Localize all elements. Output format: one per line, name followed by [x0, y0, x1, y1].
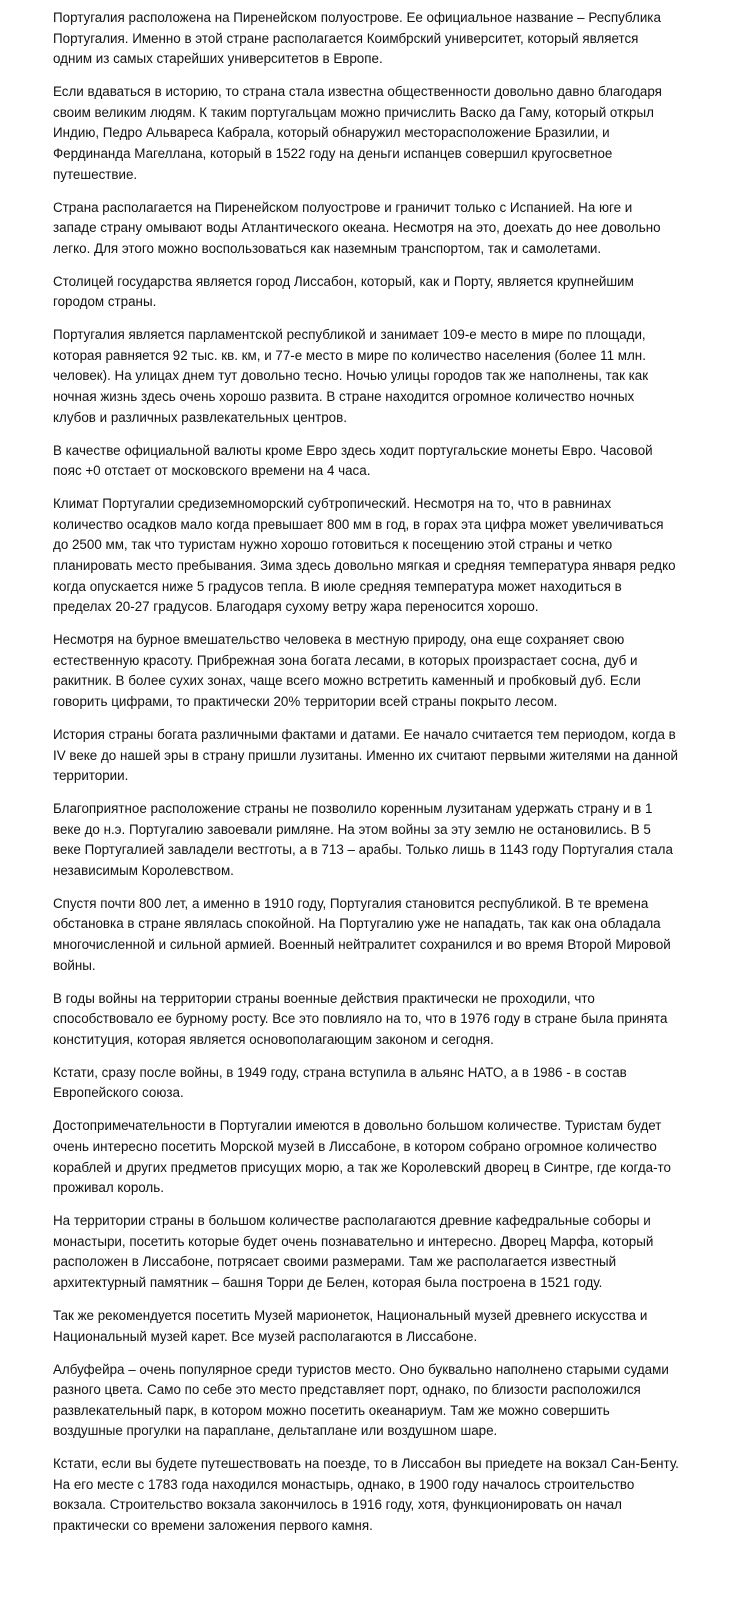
paragraph-nature: Несмотря на бурное вмешательство человека в местную природу, она еще сохраняет свою естественную красоту. Прибрежная зона богата лесами, в которых произрастает сосна, дуб и ракитник. В более сухих зонах, чаще всего можно встретить каменный и пробковый дуб. Если говорить цифрами, то практически 20% территории всей страны покрыто лесом. — [53, 632, 641, 709]
paragraph-intro: Португалия расположена на Пиренейском полуострове. Ее официальное название – Республика Португалия. Именно в этой стране располагается Коимбрский университет, который является одним из самых старейших университетов в Европе. — [53, 10, 661, 67]
paragraph-history-explorers: Если вдаваться в историю, то страна стала известна общественности довольно давно благодаря своим великим людям. К таким португальцам можно причислить Васко да Гаму, который открыл Индию, Педро Альвареса Кабрала, который обнаружил месторасположение Бразилии, и Фердинанда Магеллана, который в 1522 году на деньги испанцев совершил кругосветное путешествие. — [53, 84, 662, 182]
paragraph-early-history: История страны богата различными фактами и датами. Ее начало считается тем периодом, когда в IV веке до нашей эры в страну пришли лузитаны. Именно их считают первыми жителями на данной территории. — [53, 726, 679, 784]
paragraph-train-station: Кстати, если вы будете путешествовать на поезде, то в Лиссабон вы приедете на вокзал Сан-Бенту. На его месте с 1783 года находился монастырь, однако, в 1900 году началось строительство вокзала. Строительство вокзала закончилось в 1916 году, хотя, функционировать он начал практически со времени заложения первого камня. — [53, 1456, 679, 1534]
paragraph-attractions: Достопримечательности в Португалии имеются в довольно большом количестве. Туристам будет очень интересно посетить Морской музей в Лиссабоне, в котором собрано огромное количество кораблей и других предметов присущих морю, а так же Королевский дворец в Синтре, где когда-то проживал король. — [53, 1118, 671, 1196]
paragraph-constitution: В годы войны на территории страны военные действия практически не проходили, что способствовало ее бурному росту. Все это повлияло на то, что в 1976 году в стране была принята конституция, которая является основополагающим законом и сегодня. — [53, 990, 668, 1047]
paragraph-currency: В качестве официальной валюты кроме Евро здесь ходит португальские монеты Евро. Часовой пояс +0 отстает от московского времени на 4 часа. — [53, 442, 653, 479]
paragraph-climate: Климат Португалии средиземноморский субтропический. Несмотря на то, что в равнинах количество осадков мало когда превышает 800 мм в год, в горах эта цифра может увеличиваться до 2500 мм, так что туристам нужно хорошо готовиться к посещению этой страны и четко планировать место пребывания. Зима здесь довольно мягкая и средняя температура января редко когда опускается ниже 5 градусов тепла. В июле средняя температура может находиться в пределах 20-27 градусов. Благодаря сухому ветру жара переносится хорошо. — [53, 496, 676, 615]
paragraph-conquests: Благоприятное расположение страны не позволило коренным лузитанам удержать страну и в 1 веке до н.э. Португалию завоевали римляне. На этом войны за эту землю не остановились. В 5 веке Португалией завладели вестготы, а в 713 – арабы. Только лишь в 1143 году Португалия стала независимым Королевством. — [53, 801, 673, 878]
paragraph-albufeira: Албуфейра – очень популярное среди туристов место. Оно буквально наполнено старыми судами разного цвета. Само по себе это место представляет порт, однако, по близости расположился развлекательный парк, в котором можно посетить океанариум. Там же можно совершить воздушные прогулки на параплане, дельтаплане или воздушном шаре. — [53, 1361, 669, 1439]
paragraph-nato: Кстати, сразу после войны, в 1949 году, страна вступила в альянс НАТО, а в 1986 - в состав Европейского союза. — [53, 1064, 627, 1101]
paragraph-government: Португалия является парламентской республикой и занимает 109-е место в мире по площади, которая равняется 92 тыс. кв. км, и 77-е место в мире по количество населения (более 11 млн. человек). На улицах днем тут довольно тесно. Ночью улицы городов так же наполнены, так как ночная жизнь здесь очень хорошо развита. В стране находится огромное количество ночных клубов и различных развлекательных центров. — [53, 327, 649, 425]
paragraph-republic: Спустя почти 800 лет, а именно в 1910 году, Португалия становится республикой. В те времена обстановка в стране являлась спокойной. На Португалию уже не нападать, так как она обладала многочисленной и сильной армией. Военный нейтралитет сохранился и во время Второй Мировой войны. — [53, 895, 671, 973]
paragraph-cathedrals: На территории страны в большом количестве располагаются древние кафедральные соборы и монастыри, посетить которые будет очень познавательно и интересно. Дворец Марфа, который расположен в Лиссабоне, потрясает своими размерами. Там же располагается известный архитектурный памятник – башня Торри де Белен, которая была построена в 1521 году. — [53, 1213, 654, 1290]
paragraph-capital: Столицей государства является город Лиссабон, который, как и Порту, является крупнейшим городом страны. — [53, 273, 634, 310]
document-body — [53, 8, 679, 1549]
paragraph-geography: Страна располагается на Пиренейском полуострове и граничит только с Испанией. На юге и западе страну омывают воды Атлантического океана. Несмотря на это, доехать до нее довольно легко. Для этого можно воспользоваться как наземным транспортом, так и самолетами. — [53, 199, 661, 256]
paragraph-museums: Так же рекомендуется посетить Музей марионеток, Национальный музей древнего искусства и Национальный музей карет. Все музей располагаются в Лиссабоне. — [53, 1307, 648, 1344]
